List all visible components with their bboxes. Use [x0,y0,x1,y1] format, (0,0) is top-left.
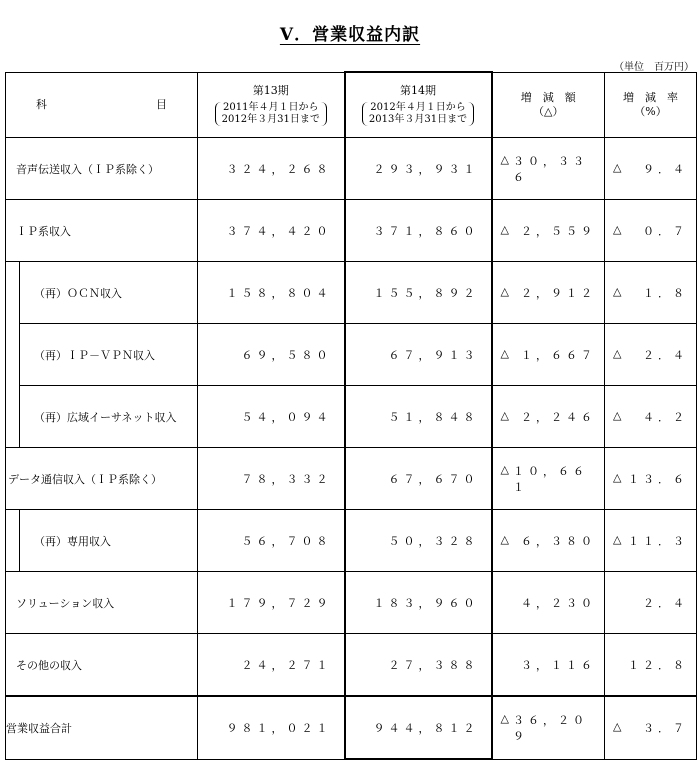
amount-cell: △ ２，５５９ [492,200,605,262]
row-label: （再）ＩＰ－ＶＰＮ収入 [20,324,198,386]
row-label: その他の収入 [6,634,198,697]
period14-header: 第14期 2012年４月１日から 2013年３月31日まで [345,72,492,138]
table-row [6,448,697,510]
change-rate-header: 増 減 率 （%） [605,72,697,138]
indent-cell [6,510,20,572]
period13-header: 第13期 2011年４月１日から 2012年３月31日まで [198,72,345,138]
table-row [6,324,697,386]
p13-value: ９８１，０２１ [198,696,345,759]
rate-cell: △ １．８ [605,262,697,324]
row-label: 営業収益合計 [6,696,198,759]
row-label: ＩＰ系収入 [6,200,198,262]
amount-cell: ４，２３０ [492,572,605,634]
p13-value: ２４，２７１ [198,634,345,697]
p14-value: １５５，８９２ [345,262,492,324]
p13-value: ３２４，２６８ [198,138,345,200]
amount-cell: △ ２，９１２ [492,262,605,324]
rate-cell: △ ０．７ [605,200,697,262]
header-row [6,72,697,138]
p13-value: ３７４，４２０ [198,200,345,262]
rate-cell: △ ２．４ [605,324,697,386]
page-title: Ⅴ．営業収益内訳 [279,25,421,45]
indent-cell [6,262,20,324]
indent-cell [6,386,20,448]
row-label: ソリューション収入 [6,572,198,634]
p13-value: １７９，７２９ [198,572,345,634]
rate-cell: １２．８ [605,634,697,697]
total-row [6,696,697,759]
rate-cell: ２．４ [605,572,697,634]
p13-value: ５６，７０８ [198,510,345,572]
table-row [6,262,697,324]
p14-value: ３７１，８６０ [345,200,492,262]
row-label: （再）広域イーサネット収入 [20,386,198,448]
p14-value: ６７，９１３ [345,324,492,386]
row-label: （再）ＯＣＮ収入 [20,262,198,324]
table-row [6,634,697,697]
row-label: データ通信収入（ＩＰ系除く） [6,448,198,510]
rate-cell: △ １１．３ [605,510,697,572]
amount-cell: △ １，６６７ [492,324,605,386]
p14-value: ６７，６７０ [345,448,492,510]
table-row [6,200,697,262]
p14-value: ９４４，８１２ [345,696,492,759]
change-amount-header: 増 減 額 （△） [492,72,605,138]
row-label: （再）専用収入 [20,510,198,572]
table-row [6,138,697,200]
table-row [6,386,697,448]
p14-value: ２９３，９３１ [345,138,492,200]
amount-cell: ３，１１６ [492,634,605,697]
amount-cell: △ ６，３８０ [492,510,605,572]
p13-value: ７８，３３２ [198,448,345,510]
table-row [6,510,697,572]
amount-cell: △ ３０，３３６ [492,138,605,200]
revenue-breakdown-table [5,71,697,760]
rate-cell: △ １３．６ [605,448,697,510]
p13-value: １５８，８０４ [198,262,345,324]
rate-cell: △ ４．２ [605,386,697,448]
p14-value: ５１，８４８ [345,386,492,448]
p14-value: ２７，３８８ [345,634,492,697]
table-row [6,572,697,634]
subject-header: 科 目 [6,72,198,138]
rate-cell: △ ９．４ [605,138,697,200]
amount-cell: △ ３６，２０９ [492,696,605,759]
row-label: 音声伝送収入（ＩＰ系除く） [6,138,198,200]
rate-cell: △ ３．７ [605,696,697,759]
p14-value: １８３，９６０ [345,572,492,634]
p13-value: ６９，５８０ [198,324,345,386]
p14-value: ５０，３２８ [345,510,492,572]
indent-cell [6,324,20,386]
amount-cell: △ １０，６６１ [492,448,605,510]
amount-cell: △ ２，２４６ [492,386,605,448]
unit-label: （単位 百万円） [614,62,694,73]
p13-value: ５４，０９４ [198,386,345,448]
